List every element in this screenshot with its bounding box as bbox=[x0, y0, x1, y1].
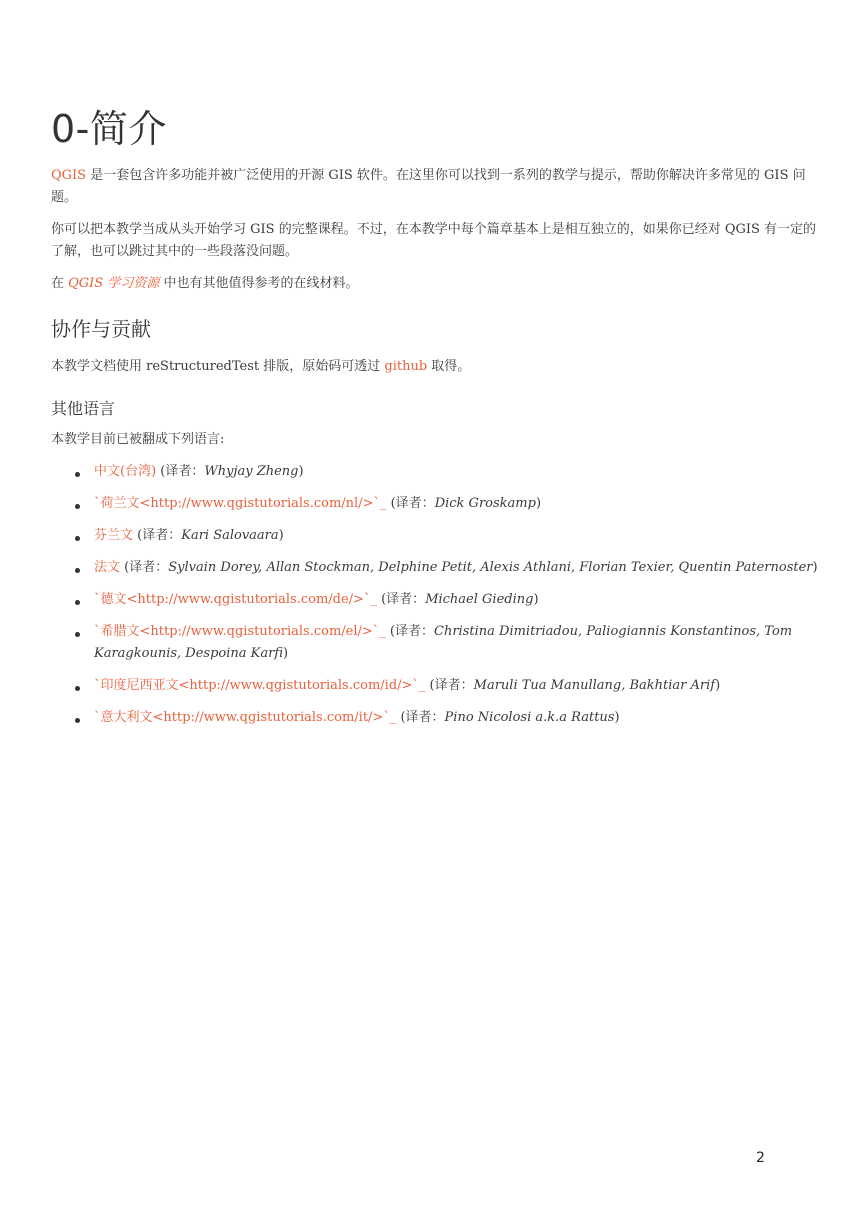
translator-suffix: ) bbox=[614, 710, 620, 725]
translator-prefix: (译者： bbox=[376, 592, 426, 607]
page-title: 0-简介 bbox=[51, 107, 167, 151]
language-item bbox=[75, 621, 821, 665]
translator-names: Whyjay Zheng bbox=[204, 464, 299, 479]
languages-list bbox=[51, 461, 821, 729]
language-link[interactable]: `印度尼西亚文<http://www.qgistutorials.com/id/>`_ bbox=[94, 678, 426, 693]
translator-names: Sylvain Dorey, Allan Stockman, Delphine Petit, Alexis Athlani, Florian Texier, Quentin Paternoster bbox=[168, 560, 813, 575]
bullet-icon bbox=[75, 568, 80, 573]
translator-suffix: ) bbox=[715, 678, 721, 693]
contribute-text-prefix: 本教学文档使用 reStructuredTest 排版，原始码可透过 bbox=[51, 359, 385, 374]
translator-names: Christina Dimitriadou, Paliogiannis Konstantinos, Tom Karagkounis, Despoina Karfi bbox=[94, 624, 793, 661]
translator-prefix: (译者： bbox=[120, 560, 169, 575]
translator-prefix: (译者： bbox=[133, 528, 182, 543]
language-item bbox=[75, 461, 821, 483]
language-link[interactable]: 法文 bbox=[94, 560, 121, 575]
language-link[interactable]: `希腊文<http://www.qgistutorials.com/el/>`_ bbox=[94, 624, 386, 639]
bullet-icon bbox=[75, 504, 80, 509]
contribute-heading: 协作与贡献 bbox=[51, 317, 151, 341]
language-link[interactable]: 芬兰文 bbox=[94, 528, 134, 543]
translator-names: Michael Gieding bbox=[425, 592, 534, 607]
page-number: 2 bbox=[756, 1150, 765, 1166]
bullet-icon bbox=[75, 536, 80, 541]
intro-text-1: 是一套包含许多功能并被广泛使用的开源 GIS 软件。在这里你可以找到一系列的教学与提示，帮助你解决许多常见的 GIS 问题。 bbox=[51, 168, 806, 205]
languages-heading: 其他语言 bbox=[51, 399, 116, 418]
language-item bbox=[75, 707, 821, 729]
translator-suffix: ) bbox=[812, 560, 818, 575]
translator-prefix: (译者： bbox=[156, 464, 205, 479]
language-item bbox=[75, 493, 821, 515]
translator-names: Maruli Tua Manullang, Bakhtiar Arif bbox=[473, 678, 716, 693]
translator-suffix: ) bbox=[283, 646, 289, 661]
language-link[interactable]: `荷兰文<http://www.qgistutorials.com/nl/>`_ bbox=[94, 496, 387, 511]
translator-names: Pino Nicolosi a.k.a Rattus bbox=[444, 710, 615, 725]
translator-suffix: ) bbox=[535, 496, 542, 511]
translator-suffix: ) bbox=[533, 592, 539, 607]
language-item bbox=[75, 525, 821, 547]
qgis-link[interactable]: QGIS bbox=[51, 168, 87, 183]
contribute-text-suffix: 取得。 bbox=[427, 359, 471, 374]
document-page bbox=[51, 98, 821, 739]
resources-suffix: 中也有其他值得参考的在线材料。 bbox=[159, 276, 359, 291]
contribute-paragraph bbox=[51, 356, 821, 378]
language-item bbox=[75, 675, 821, 697]
language-item bbox=[75, 557, 821, 579]
qgis-resources-link[interactable]: QGIS 学习资源 bbox=[68, 276, 160, 291]
language-item bbox=[75, 589, 821, 611]
translator-suffix: ) bbox=[278, 528, 284, 543]
bullet-icon bbox=[75, 718, 80, 723]
intro-paragraph-1 bbox=[51, 165, 821, 209]
translator-prefix: (译者： bbox=[425, 678, 474, 693]
translator-prefix: (译者： bbox=[386, 496, 435, 511]
resources-prefix: 在 bbox=[51, 276, 69, 291]
bullet-icon bbox=[75, 632, 80, 637]
language-link[interactable]: `意大利文<http://www.qgistutorials.com/it/>`_ bbox=[94, 710, 397, 725]
resources-paragraph bbox=[51, 273, 821, 295]
translator-suffix: ) bbox=[298, 464, 304, 479]
intro-paragraph-2: 你可以把本教学当成从头开始学习 GIS 的完整课程。不过，在本教学中每个篇章基本上是相互独立的，如果你已经对 QGIS 有一定的了解，也可以跳过其中的一些段落没问题。 bbox=[51, 222, 817, 259]
github-link[interactable]: github bbox=[384, 359, 428, 374]
translator-prefix: (译者： bbox=[396, 710, 445, 725]
languages-intro: 本教学目前已被翻成下列语言: bbox=[51, 432, 225, 447]
bullet-icon bbox=[75, 472, 80, 477]
bullet-icon bbox=[75, 600, 80, 605]
translator-names: Dick Groskamp bbox=[434, 496, 536, 511]
translator-names: Kari Salovaara bbox=[181, 528, 279, 543]
bullet-icon bbox=[75, 686, 80, 691]
translator-prefix: (译者： bbox=[385, 624, 435, 639]
language-link[interactable]: `德文<http://www.qgistutorials.com/de/>`_ bbox=[94, 592, 377, 607]
language-link[interactable]: 中文(台湾) bbox=[94, 464, 157, 479]
